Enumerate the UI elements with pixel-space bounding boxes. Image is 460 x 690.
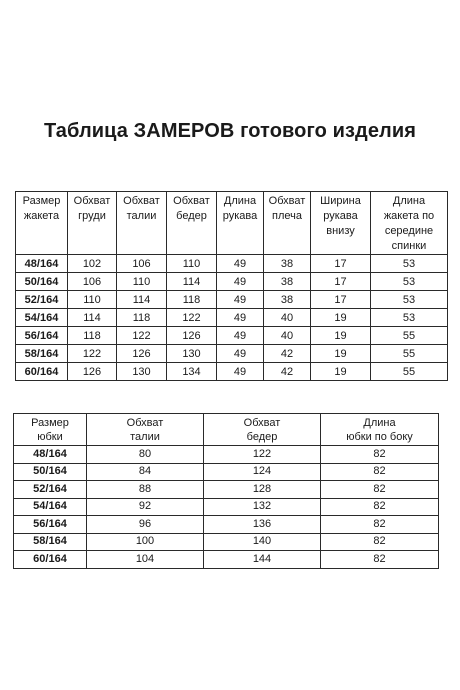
value-cell: 118 — [167, 291, 217, 309]
value-cell: 104 — [87, 551, 204, 569]
skirt-table-header-cell — [87, 414, 204, 446]
size-cell: 54/164 — [14, 498, 87, 516]
size-cell: 48/164 — [14, 446, 87, 464]
value-cell: 17 — [311, 255, 371, 273]
value-cell: 126 — [68, 363, 117, 381]
header-line: жакета — [23, 210, 60, 222]
size-cell: 54/164 — [16, 309, 68, 327]
header-line: талии — [126, 210, 157, 222]
value-cell: 53 — [371, 273, 448, 291]
value-cell: 144 — [204, 551, 321, 569]
jacket-measurements-table — [15, 191, 448, 381]
size-cell: 50/164 — [16, 273, 68, 291]
skirt-table-header-cell — [204, 414, 321, 446]
header-line: Длина — [223, 195, 257, 207]
value-cell: 38 — [264, 255, 311, 273]
table-row — [16, 309, 448, 327]
header-line: юбки — [37, 430, 63, 443]
jacket-table-header-cell — [68, 192, 117, 255]
header-line: бедер — [246, 430, 278, 443]
value-cell: 40 — [264, 327, 311, 345]
value-cell: 82 — [321, 446, 439, 464]
value-cell: 82 — [321, 498, 439, 516]
value-cell: 128 — [204, 481, 321, 499]
value-cell: 49 — [217, 345, 264, 363]
value-cell: 124 — [204, 463, 321, 481]
page-title: Таблица ЗАМЕРОВ готового изделия — [43, 120, 417, 142]
header-line: Размер — [22, 195, 61, 207]
jacket-table-header-cell — [217, 192, 264, 255]
header-line: спинки — [391, 240, 427, 252]
value-cell: 96 — [87, 516, 204, 534]
value-cell: 102 — [68, 255, 117, 273]
header-line: юбки по боку — [346, 430, 413, 443]
jacket-table-header-cell — [264, 192, 311, 255]
value-cell: 80 — [87, 446, 204, 464]
jacket-table-header-cell — [311, 192, 371, 255]
size-cell: 50/164 — [14, 463, 87, 481]
header-line: Обхват — [243, 416, 281, 429]
size-cell: 48/164 — [16, 255, 68, 273]
value-cell: 49 — [217, 255, 264, 273]
value-cell: 110 — [117, 273, 167, 291]
value-cell: 100 — [87, 533, 204, 551]
value-cell: 114 — [167, 273, 217, 291]
value-cell: 118 — [117, 309, 167, 327]
value-cell: 55 — [371, 363, 448, 381]
value-cell: 122 — [117, 327, 167, 345]
header-line: Обхват — [126, 416, 164, 429]
table-row — [16, 363, 448, 381]
header-line: рукава — [222, 210, 258, 222]
table-row — [16, 291, 448, 309]
value-cell: 126 — [167, 327, 217, 345]
value-cell: 49 — [217, 273, 264, 291]
value-cell: 132 — [204, 498, 321, 516]
jacket-table-header-cell — [371, 192, 448, 255]
value-cell: 118 — [68, 327, 117, 345]
value-cell: 82 — [321, 533, 439, 551]
value-cell: 110 — [167, 255, 217, 273]
value-cell: 134 — [167, 363, 217, 381]
value-cell: 82 — [321, 551, 439, 569]
jacket-table-header-cell — [117, 192, 167, 255]
skirt-table-body — [14, 446, 439, 569]
value-cell: 130 — [117, 363, 167, 381]
value-cell: 40 — [264, 309, 311, 327]
header-line: Обхват — [73, 195, 111, 207]
size-cell: 60/164 — [14, 551, 87, 569]
value-cell: 82 — [321, 481, 439, 499]
size-cell: 58/164 — [14, 533, 87, 551]
size-cell: 58/164 — [16, 345, 68, 363]
value-cell: 53 — [371, 255, 448, 273]
table-row — [14, 463, 439, 481]
header-line: Ширина — [320, 195, 361, 207]
value-cell: 19 — [311, 327, 371, 345]
value-cell: 114 — [117, 291, 167, 309]
value-cell: 140 — [204, 533, 321, 551]
skirt-table-header-cell — [321, 414, 439, 446]
value-cell: 49 — [217, 363, 264, 381]
value-cell: 49 — [217, 327, 264, 345]
value-cell: 19 — [311, 309, 371, 327]
value-cell: 106 — [117, 255, 167, 273]
size-cell: 52/164 — [16, 291, 68, 309]
table-row — [16, 255, 448, 273]
header-line: Длина — [363, 416, 396, 429]
value-cell: 122 — [167, 309, 217, 327]
value-cell: 130 — [167, 345, 217, 363]
value-cell: 42 — [264, 363, 311, 381]
header-line: талии — [130, 430, 160, 443]
jacket-table-header-cell — [16, 192, 68, 255]
skirt-table-header-cell — [14, 414, 87, 446]
table-row — [14, 481, 439, 499]
header-line: Обхват — [268, 195, 306, 207]
value-cell: 55 — [371, 345, 448, 363]
skirt-header-row — [14, 414, 439, 446]
size-cell: 56/164 — [14, 516, 87, 534]
header-line: рукава — [323, 210, 358, 222]
value-cell: 82 — [321, 516, 439, 534]
header-line: груди — [78, 210, 106, 222]
value-cell: 53 — [371, 309, 448, 327]
value-cell: 17 — [311, 273, 371, 291]
value-cell: 55 — [371, 327, 448, 345]
header-line: середине — [384, 225, 434, 237]
value-cell: 19 — [311, 345, 371, 363]
value-cell: 82 — [321, 463, 439, 481]
size-cell: 52/164 — [14, 481, 87, 499]
table-row — [14, 516, 439, 534]
header-line: Обхват — [123, 195, 160, 207]
jacket-table-body — [16, 255, 448, 381]
value-cell: 88 — [87, 481, 204, 499]
value-cell: 84 — [87, 463, 204, 481]
value-cell: 38 — [264, 291, 311, 309]
header-line: внизу — [326, 225, 355, 237]
size-cell: 60/164 — [16, 363, 68, 381]
value-cell: 136 — [204, 516, 321, 534]
value-cell: 122 — [204, 446, 321, 464]
value-cell: 49 — [217, 309, 264, 327]
value-cell: 122 — [68, 345, 117, 363]
value-cell: 53 — [371, 291, 448, 309]
value-cell: 106 — [68, 273, 117, 291]
table-row — [14, 446, 439, 464]
table-row — [14, 498, 439, 516]
value-cell: 17 — [311, 291, 371, 309]
skirt-measurements-table — [13, 413, 439, 569]
value-cell: 92 — [87, 498, 204, 516]
jacket-header-row — [16, 192, 448, 255]
table-row — [14, 551, 439, 569]
header-line: Размер — [31, 416, 69, 429]
table-row — [16, 327, 448, 345]
table-row — [16, 345, 448, 363]
header-line: Обхват — [173, 195, 210, 207]
header-line: жакета по — [383, 210, 435, 222]
table-row — [16, 273, 448, 291]
value-cell: 38 — [264, 273, 311, 291]
header-line: Длина — [392, 195, 426, 207]
header-line: плеча — [272, 210, 302, 222]
value-cell: 126 — [117, 345, 167, 363]
value-cell: 110 — [68, 291, 117, 309]
table-row — [14, 533, 439, 551]
header-line: бедер — [176, 210, 207, 222]
jacket-table-header-cell — [167, 192, 217, 255]
value-cell: 114 — [68, 309, 117, 327]
size-cell: 56/164 — [16, 327, 68, 345]
value-cell: 42 — [264, 345, 311, 363]
value-cell: 49 — [217, 291, 264, 309]
value-cell: 19 — [311, 363, 371, 381]
